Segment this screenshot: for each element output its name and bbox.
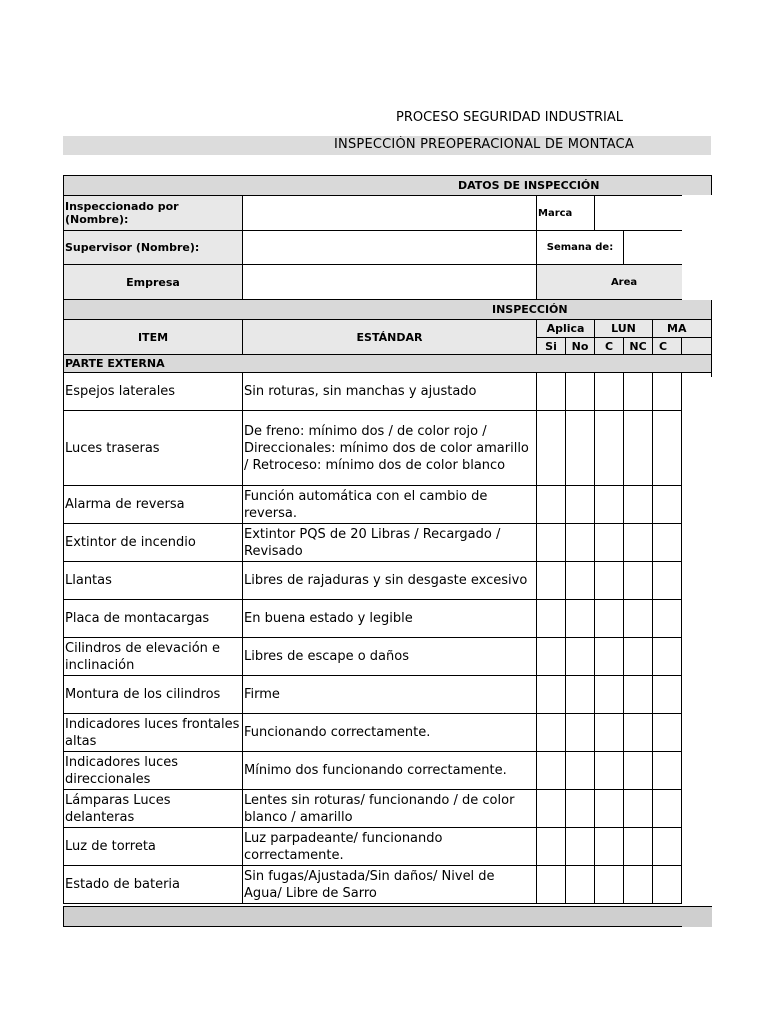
estandar-cell: De freno: mínimo dos / de color rojo / Direccionales: mínimo dos de color amarillo / Retroceso: mínimo dos de color blanco <box>243 411 537 486</box>
table-row <box>64 411 712 486</box>
item-cell: Extintor de incendio <box>64 524 243 562</box>
lun-nc-cell[interactable] <box>624 828 653 866</box>
lun-nc-cell[interactable] <box>624 524 653 562</box>
aplica-si-cell[interactable] <box>537 714 566 752</box>
col-estandar-header: ESTÁNDAR <box>243 320 537 355</box>
lun-nc-cell[interactable] <box>624 373 653 411</box>
lun-c-cell[interactable] <box>595 866 624 904</box>
clip-mask-rows <box>682 377 768 907</box>
item-cell: Indicadores luces direccionales <box>64 752 243 790</box>
group-header-row <box>64 355 712 373</box>
lun-c-cell[interactable] <box>595 676 624 714</box>
col-si-header: Si <box>537 338 566 355</box>
ma-c-cell[interactable] <box>653 866 682 904</box>
aplica-no-cell[interactable] <box>566 676 595 714</box>
inspeccion-section-header <box>64 300 712 320</box>
estandar-cell: Luz parpadeante/ funcionando correctamente. <box>243 828 537 866</box>
estandar-cell: Lentes sin roturas/ funcionando / de color blanco / amarillo <box>243 790 537 828</box>
aplica-no-cell[interactable] <box>566 524 595 562</box>
col-item-header: ITEM <box>64 320 243 355</box>
estandar-cell: Libres de rajaduras y sin desgaste excesivo <box>243 562 537 600</box>
item-cell: Lámparas Luces delanteras <box>64 790 243 828</box>
lun-c-cell[interactable] <box>595 486 624 524</box>
empresa-field[interactable] <box>243 265 537 300</box>
table-row <box>64 828 712 866</box>
aplica-si-cell[interactable] <box>537 486 566 524</box>
supervisor-row <box>64 231 712 265</box>
footer-band <box>63 906 712 927</box>
col-lun-header: LUN <box>595 320 653 338</box>
item-cell: Llantas <box>64 562 243 600</box>
aplica-no-cell[interactable] <box>566 373 595 411</box>
ma-c-cell[interactable] <box>653 752 682 790</box>
ma-c-cell[interactable] <box>653 600 682 638</box>
lun-c-cell[interactable] <box>595 600 624 638</box>
estandar-cell: En buena estado y legible <box>243 600 537 638</box>
aplica-si-cell[interactable] <box>537 676 566 714</box>
inspected-by-label: Inspeccionado por (Nombre): <box>64 196 243 231</box>
datos-section-title: DATOS DE INSPECCIÓN <box>458 179 600 192</box>
aplica-no-cell[interactable] <box>566 638 595 676</box>
lun-nc-cell[interactable] <box>624 866 653 904</box>
ma-c-cell[interactable] <box>653 486 682 524</box>
table-row <box>64 486 712 524</box>
estandar-cell: Libres de escape o daños <box>243 638 537 676</box>
estandar-cell: Sin fugas/Ajustada/Sin daños/ Nivel de Agua/ Libre de Sarro <box>243 866 537 904</box>
item-cell: Luces traseras <box>64 411 243 486</box>
datos-header-row <box>64 176 712 196</box>
inspeccion-header-row <box>64 300 712 320</box>
col-aplica-header: Aplica <box>537 320 595 338</box>
estandar-cell: Funcionando correctamente. <box>243 714 537 752</box>
estandar-cell: Firme <box>243 676 537 714</box>
marca-label: Marca <box>537 196 595 231</box>
item-cell: Placa de montacargas <box>64 600 243 638</box>
col-ma-c-header: C <box>653 338 682 355</box>
col-no-header: No <box>566 338 595 355</box>
lun-nc-cell[interactable] <box>624 752 653 790</box>
empresa-row <box>64 265 712 300</box>
lun-c-cell[interactable] <box>595 524 624 562</box>
aplica-si-cell[interactable] <box>537 411 566 486</box>
lun-nc-cell[interactable] <box>624 562 653 600</box>
col-ma-header: MA <box>653 320 712 338</box>
supervisor-field[interactable] <box>243 231 537 265</box>
item-cell: Indicadores luces frontales altas <box>64 714 243 752</box>
ma-c-cell[interactable] <box>653 676 682 714</box>
item-cell: Espejos laterales <box>64 373 243 411</box>
ma-c-cell[interactable] <box>653 638 682 676</box>
aplica-no-cell[interactable] <box>566 600 595 638</box>
lun-nc-cell[interactable] <box>624 676 653 714</box>
inspected-by-row <box>64 196 712 231</box>
item-cell: Estado de bateria <box>64 866 243 904</box>
item-cell: Alarma de reversa <box>64 486 243 524</box>
lun-nc-cell[interactable] <box>624 714 653 752</box>
table-row <box>64 600 712 638</box>
aplica-no-cell[interactable] <box>566 752 595 790</box>
form-title-band <box>63 136 711 155</box>
ma-c-cell[interactable] <box>653 714 682 752</box>
aplica-si-cell[interactable] <box>537 373 566 411</box>
lun-nc-cell[interactable] <box>624 600 653 638</box>
supervisor-label: Supervisor (Nombre): <box>64 231 243 265</box>
lun-c-cell[interactable] <box>595 828 624 866</box>
lun-c-cell[interactable] <box>595 638 624 676</box>
process-title: PROCESO SEGURIDAD INDUSTRIAL <box>396 110 624 125</box>
lun-c-cell[interactable] <box>595 373 624 411</box>
aplica-si-cell[interactable] <box>537 638 566 676</box>
estandar-cell: Función automática con el cambio de reversa. <box>243 486 537 524</box>
footer-line <box>63 926 682 927</box>
estandar-cell: Sin roturas, sin manchas y ajustado <box>243 373 537 411</box>
ma-c-cell[interactable] <box>653 524 682 562</box>
lun-c-cell[interactable] <box>595 562 624 600</box>
table-row <box>64 676 712 714</box>
aplica-si-cell[interactable] <box>537 828 566 866</box>
aplica-no-cell[interactable] <box>566 411 595 486</box>
item-cell: Montura de los cilindros <box>64 676 243 714</box>
table-row <box>64 524 712 562</box>
inspected-by-field[interactable] <box>243 196 537 231</box>
datos-section-header <box>64 176 712 196</box>
aplica-no-cell[interactable] <box>566 866 595 904</box>
table-row <box>64 790 712 828</box>
table-row <box>64 714 712 752</box>
table-row <box>64 373 712 411</box>
lun-nc-cell[interactable] <box>624 411 653 486</box>
estandar-cell: Extintor PQS de 20 Libras / Recargado / Revisado <box>243 524 537 562</box>
col-ma-nc-header <box>682 338 712 355</box>
column-header-row-1 <box>64 320 712 338</box>
table-row <box>64 866 712 904</box>
table-row <box>64 752 712 790</box>
aplica-no-cell[interactable] <box>566 714 595 752</box>
lun-c-cell[interactable] <box>595 714 624 752</box>
aplica-no-cell[interactable] <box>566 486 595 524</box>
lun-c-cell[interactable] <box>595 411 624 486</box>
aplica-si-cell[interactable] <box>537 524 566 562</box>
aplica-no-cell[interactable] <box>566 828 595 866</box>
col-lun-c-header: C <box>595 338 624 355</box>
lun-nc-cell[interactable] <box>624 486 653 524</box>
inspeccion-section-title: INSPECCIÓN <box>492 303 568 316</box>
area-label: Area <box>537 265 712 300</box>
lun-nc-cell[interactable] <box>624 790 653 828</box>
inspection-sheet <box>63 175 712 904</box>
item-cell: Luz de torreta <box>64 828 243 866</box>
lun-c-cell[interactable] <box>595 790 624 828</box>
ma-c-cell[interactable] <box>653 373 682 411</box>
lun-c-cell[interactable] <box>595 752 624 790</box>
aplica-si-cell[interactable] <box>537 600 566 638</box>
ma-c-cell[interactable] <box>653 828 682 866</box>
aplica-si-cell[interactable] <box>537 562 566 600</box>
form-title: INSPECCIÓN PREOPERACIONAL DE MONTACA <box>334 137 634 152</box>
aplica-si-cell[interactable] <box>537 790 566 828</box>
empresa-label: Empresa <box>64 265 243 300</box>
estandar-cell: Mínimo dos funcionando correctamente. <box>243 752 537 790</box>
table-row <box>64 562 712 600</box>
clip-mask-datos <box>682 195 768 300</box>
lun-nc-cell[interactable] <box>624 638 653 676</box>
ma-c-cell[interactable] <box>653 411 682 486</box>
aplica-no-cell[interactable] <box>566 562 595 600</box>
table-row <box>64 638 712 676</box>
ma-c-cell[interactable] <box>653 562 682 600</box>
aplica-no-cell[interactable] <box>566 790 595 828</box>
aplica-si-cell[interactable] <box>537 752 566 790</box>
col-lun-nc-header: NC <box>624 338 653 355</box>
ma-c-cell[interactable] <box>653 790 682 828</box>
semana-label: Semana de: <box>537 231 624 265</box>
aplica-si-cell[interactable] <box>537 866 566 904</box>
group-parte-externa: PARTE EXTERNA <box>64 355 712 373</box>
item-cell: Cilindros de elevación e inclinación <box>64 638 243 676</box>
